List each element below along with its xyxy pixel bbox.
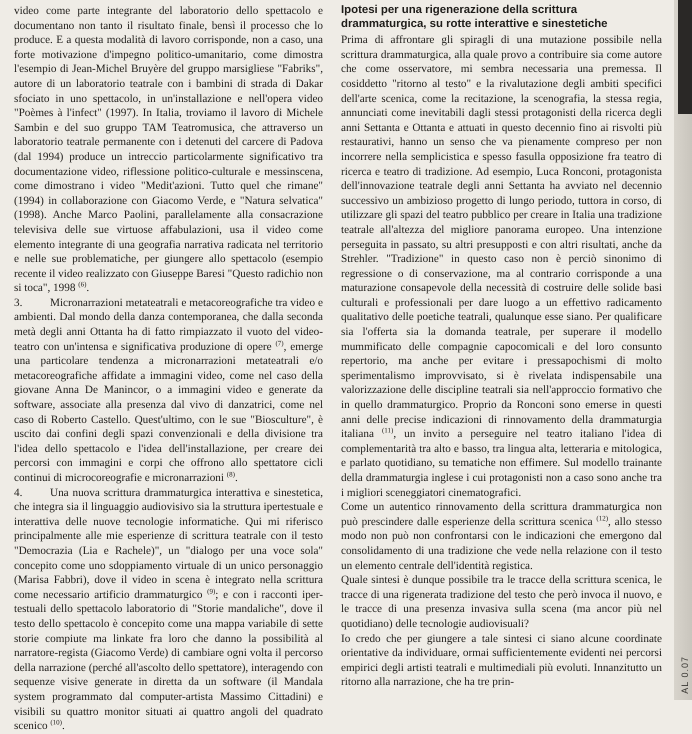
footnote-ref: (7) [275,338,284,347]
paragraph-text: , emerge una particolare tendenza a micronarrazioni metateatrali e/o metacoreografiche affidate a immagini video, come nel caso della giovane Anna De Manincor, o a immagini video e generate da software, associate alla presenza dal vivo di danzatrici, come nel caso di Roberto Castello. Quest'ultimo, con le sue "Biosculture", è uscito dai confini degli spazi convenzionali e della divisione tra l'idea dello spettacolo e l'idea dell'installazione, per creare dei percorsi con immagini e corpi che offrono allo spettatore cicli continui di microcoreografie e micronarrazioni [14,340,324,484]
right-column [341,4,662,690]
paragraph [341,33,662,500]
paragraph-text: , un invito a perseguire nel teatro italiano l'idea di complementarità tra alto e basso, tra lingua alta, letteraria e mitologica, e parlato quotidiano, su tematiche non effimere. Sul modello trainante della drammaturgia inglese i cui protagonisti non a caso sono anche tra i migliori sceneggiatori cinematografici. [341,428,663,499]
footnote-ref: (11) [381,426,394,435]
paragraph-text: Una nuova scrittura drammaturgica interattiva e sinestetica, che integra sia il linguaggio audiovisivo sia la struttura ipertestuale e interattiva delle nuove tecnologie informatiche. Qui mi riferisco principalmente alle mie esperienze di scrittura teatrale con il testo "Democrazia (Lia e Rachele)", un "dialogo per una voce sola" concepito come uno sdoppiamento virtuale di un unico personaggio (Marisa Fabbri), dove il video in scena è integrato nella scrittura come necessario artificio drammaturgico [14,486,323,601]
footnote-ref: (12) [596,514,609,523]
paragraph [341,500,662,573]
section-heading: Ipotesi per una rigenerazione della scrittura drammaturgica, su rotte interattive e sinestetiche [341,4,608,30]
section-number: 3. [14,296,23,309]
section-number: 4. [14,486,23,499]
paragraph: Io credo che per giungere a tale sintesi ci siano alcune coordinate orientative da individuare, ormai sufficientemente evidenti nei percorsi empirici degli artisti teatrali e multimediali più evoluti. Innanzitutto un ritorno alla narrazione, che ha tre prin- [341,632,662,689]
paragraph: 4. Una nuova scrittura drammaturgica interattiva e sinestetica, che integra sia il linguaggio audiovisivo sia la struttura ipertestuale e interattiva delle nuove tecnologie informatiche. Qui mi riferisco principalmente alle mie esperienze di scrittura teatrale con il testo "Democrazia (Lia e Rachele)", un "dialogo per una voce sola" concepito come uno sdoppiamento virtuale di un unico personaggio (Marisa Fabbri), dove il video in scena è integrato nella scrittura come necessario artificio drammaturgico $^{(9)}$; e con i racconti iper-testuali dello spettacolo laboratorio di "Storie mandaliche", dove il testo dello spettacolo è concepito come una mappa variabile di sette storie compiute ma linkate fra loro che danno la possibilità al narratore-regista (Giacomo Verde) di cambiare ogni volta il percorso della narrazione (perché all'ascolto dello spettatore), interagendo con sequenze visive generate in diretta da un software (il Mandala system programmato dal computer-artista Massimo Cittadini) e visibili su quattro monitor situati ai quattro angoli del quadrato scenico $^{(10)}$. [14,486,323,733]
paragraph-text: , allo stesso modo non può non confrontarsi con le indicazioni che emergono dal consolidamento di una tradizione che vede nella relazione con il testo un elemento centrale dell'identità registica. [341,515,662,572]
paragraph-text: Micronarrazioni metateatrali e metacoreografiche tra video e ambienti. Dal mondo della danza contemporanea, che dalla seconda metà degli anni Ottanta ha di fatto rimpiazzato il vuoto del video-teatro con un'intensa e significativa produzione di opere [14,296,323,353]
paragraph-text: video come parte integrante del laboratorio dello spettacolo e documentano non tanto il risultato finale, bensì il processo che lo produce. E a questa modalità di lavoro corrisponde, non a caso, una forte motivazione d'impegno politico-umanitario, come dimostra l'esempio di Jean-Michel Bruyère del gruppo marsigliese "Fabriks", autore di un laboratorio teatrale con i bambini di strada di Dakar sfociato in uno spettacolo, in un'installazione e nell'opera video "Poèmes à l'infect" (1997). In Italia, troviamo il lavoro di Michele Sambin e del suo gruppo TAM Teatromusica, che attraverso un laboratorio teatrale permanente con i detenuti del carcere di Padova (dal 1994) produce un intreccio particolarmente significativo tra documentazione video, riflessione politico-culturale e messinscena, come dimostrano i video "Medit'azioni. Tutto quel che rimane"(1994) in collaborazione con Giacomo Verde, e "Natura selvatica"(1998). Anche Marco Paolini, parallelamente alla consacrazione televisiva delle sue virtuose affabulazioni, usa il video come elemento integrante di una geografia narrativa radicata nel territorio e nelle sue problematiche, per giungere allo spettacolo (esempio recente il video realizzato con Giuseppe Baresi "Questo radichio non si toca", 1998 [14,5,323,295]
footnote-ref: (9) [207,587,216,596]
paragraph-text: Come un autentico rinnovamento della scrittura drammaturgica non può prescindere dalle esperienze della scrittura scenica [341,501,662,528]
footnote-ref: (8) [226,470,235,479]
page-tab-marker [678,0,692,114]
edge-code: AL 0.07 [680,656,690,694]
paragraph: 3. Micronarrazioni metateatrali e metacoreografiche tra video e ambienti. Dal mondo della danza contemporanea, che dalla seconda metà degli anni Ottanta ha di fatto rimpiazzato il vuoto del video-teatro con un'intensa e significativa produzione di opere $^{(7)}$, emerge una particolare tendenza a micronarrazioni metateatrali e/o metacoreografiche affidate a immagini video, come nel caso della giovane Anna De Manincor, o a immagini video e generate da software, associate alla presenza dal vivo di danzatrici, come nel caso di Roberto Castello. Quest'ultimo, con le sue "Biosculture", è uscito dai confini degli spazi convenzionali e della divisione tra l'idea dello spettacolo e l'idea dell'installazione, per creare dei percorsi con immagini e corpi che offrono allo spettatore cicli continui di microcoreografie e micronarrazioni $^{(8)}$. [14,296,324,484]
paragraph-text: Prima di affrontare gli spiragli di una mutazione possibile nella scrittura drammaturgica, alla quale provo a contribuire sia come autore che come osservatore, mi sembra necessaria una premessa. Il cosiddetto "ritorno al testo" e la rivalutazione degli ambiti specifici dell'arte scenica, come la recitazione, la scenografia, la stessa regia, annunciati come inevitabili dagli stessi protagonisti della ricerca degli anni Settanta e Ottanta e attuati in questo decennio fino ai risvolti più restaurativi, hanno un senso che va pienamente compreso per non incorrere nella semplicistica e spesso fasulla opposizione fra teatro di ricerca e teatro di tradizione. Ad esempio, Luca Ronconi, protagonista dell'innovazione teatrale degli anni Settanta ha avviato nel decennio successivo un ambizioso progetto di lungo periodo, tuttora in corso, di utilizzare gli spazi del teatro pubblico per creare in Italia una tradizione teatrale all'altezza del migliore panorama europeo. Una intenzione perseguita in passato, su altri presupposti e con altri risultati, anche da Strehler. "Tradizione" in questo caso non è perciò sinonimo di regressione o di conservazione, ma al contrario corrisponde a una maturazione consapevole della necessità di costruire delle solide basi culturali e professionali per dare luogo a un effettivo radicamento qualitativo delle poetiche teatrali, qualunque esse siano. Per qualificare sia l'offerta sia la domanda teatrale, per superare il modello mummificato delle compagnie capocomicali e del loro consunto repertorio, ma anche per evitare i pressapochismi di molto sperimentalismo improvvisato, si è rivelata indispensabile una valorizzazione delle discipline teatrali sia nell'approccio formativo che in quello drammaturgico. Proprio da Ronconi sono emerse in questi anni delle precise indicazioni di rinnovamento della drammaturgia italiana [341,34,662,441]
paragraph-text: ; e con i racconti iper-testuali dello spettacolo laboratorio di "Storie mandaliche", dove il testo dello spettacolo è concepito come una mappa variabile di sette storie compiute ma linkate fra loro che danno la possibilità al narratore-regista (Giacomo Verde) di cambiare ogni volta il percorso della narrazione (perché all'ascolto dello spettatore), interagendo con sequenze visive generate in diretta da un software (il Mandala system programmato dal computer-artista Massimo Cittadini) e visibili su quattro monitor situati ai quattro angoli del quadrato scenico [14,588,323,733]
paragraph: video come parte integrante del laboratorio dello spettacolo e documentano non tanto il risultato finale, bensì il processo che lo produce. E a questa modalità di lavoro corrisponde, non a caso, una forte motivazione d'impegno politico-umanitario, come dimostra l'esempio di Jean-Michel Bruyère del gruppo marsigliese "Fabriks", autore di un laboratorio teatrale con i bambini di strada di Dakar sfociato in uno spettacolo, in un'installazione e nell'opera video "Poèmes à l'infect" (1997). In Italia, troviamo il lavoro di Michele Sambin e del suo gruppo TAM Teatromusica, che attraverso un laboratorio teatrale permanente con i detenuti del carcere di Padova (dal 1994) produce un intreccio particolarmente significativo tra documentazione video, riflessione politico-culturale e messinscena, come dimostrano i video "Medit'azioni. Tutto quel che rimane"(1994) in collaborazione con Giacomo Verde, e "Natura selvatica"(1998). Anche Marco Paolini, parallelamente alla consacrazione televisiva delle sue virtuose affabulazioni, usa il video come elemento integrante di una geografia narrativa radicata nel territorio e nelle sue problematiche, per giungere allo spettacolo (esempio recente il video realizzato con Giuseppe Baresi "Questo radichio non si toca", 1998 $^{(6)}$. [14,5,323,295]
footnote-ref: (10) [50,718,63,727]
paragraph: Quale sintesi è dunque possibile tra le tracce della scrittura scenica, le tracce di una rigenerata tradizione del testo che però invoca il nuovo, e le tracce di una presenza invasiva sulla scena (ma ancor più nel quotidiano) delle tecnologie audiovisuali? [341,574,662,630]
footnote-ref: (6) [78,280,87,289]
left-column [14,4,323,734]
